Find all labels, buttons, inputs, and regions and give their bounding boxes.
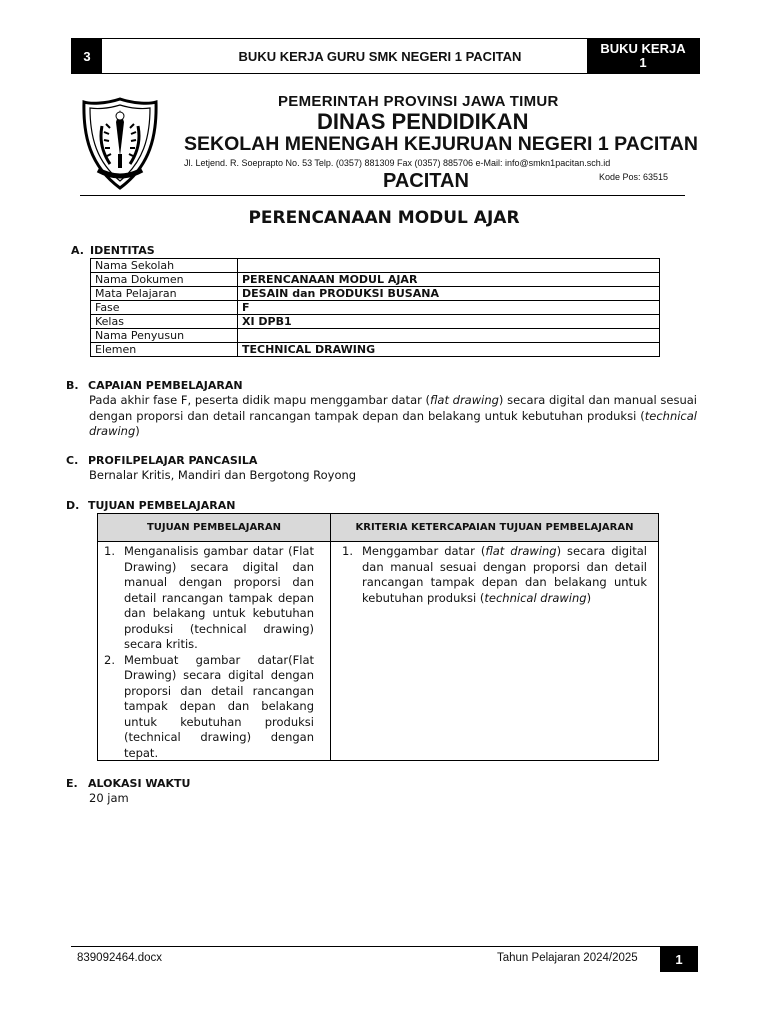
identity-value: [238, 259, 660, 273]
outcome-text-part: ) secara digital dan manual sesuai dengan proporsi dan detail rancangan tampak depan dan belakang untuk kebutuhan produksi (: [89, 393, 697, 423]
footer-page-number: 1: [660, 947, 698, 972]
header-page-number: 3: [72, 39, 102, 73]
letterhead-city: PACITAN: [383, 170, 469, 192]
table-row: [91, 273, 660, 287]
book-label-line1: BUKU KERJA: [600, 41, 686, 56]
footer-filename: 839092464.docx: [77, 952, 163, 964]
section-e-letter: E.: [66, 777, 78, 790]
list-item: [104, 544, 314, 653]
identity-value: DESAIN dan PRODUKSI BUSANA: [238, 287, 660, 301]
list-item: [342, 544, 647, 606]
identity-table: [90, 258, 660, 357]
identity-value: XI DPB1: [238, 315, 660, 329]
objectives-list: [104, 544, 314, 761]
section-b-letter: B.: [66, 379, 79, 392]
outcome-text-italic: flat drawing: [430, 393, 499, 407]
letterhead-agency: DINAS PENDIDIKAN: [317, 109, 529, 134]
header-book-label: [587, 39, 699, 73]
identity-key: Fase: [91, 301, 238, 315]
footer-divider: [71, 946, 698, 947]
item-text: Menganalisis gambar datar (Flat Drawing) secara digital dan manual dengan proporsi dan detail rancangan tampak depan dan belakang untuk kebutuhan produksi (technical drawing) secara kritis.: [124, 544, 314, 651]
identity-key: Nama Dokumen: [91, 273, 238, 287]
section-c-title: PROFILPELAJAR PANCASILA: [88, 454, 258, 467]
outcome-text-part: ): [135, 424, 140, 438]
table-row: [91, 343, 660, 357]
item-text: Membuat gambar datar(Flat Drawing) secara digital dengan proporsi dan detail rancangan tampak depan dan belakang untuk kebutuhan produksi (technical drawing) dengan tepat.: [124, 652, 314, 760]
outcome-text-part: Pada akhir fase F, peserta didik mapu menggambar datar (: [89, 393, 430, 407]
section-b-title: CAPAIAN PEMBELAJARAN: [88, 379, 243, 392]
page-header: [71, 38, 700, 74]
section-e-title: ALOKASI WAKTU: [88, 777, 191, 790]
criteria-list: [342, 544, 647, 606]
identity-key: Nama Penyusun: [91, 329, 238, 343]
outcome-text-italic: technical drawing: [89, 408, 697, 438]
identity-key: Mata Pelajaran: [91, 287, 238, 301]
item-text-italic: flat drawing: [485, 544, 557, 558]
identity-value: F: [238, 301, 660, 315]
objectives-table: [97, 513, 659, 761]
item-text: ): [586, 590, 592, 605]
letterhead-postal-code: Kode Pos: 63515: [599, 172, 669, 182]
identity-value: [238, 329, 660, 343]
table-row: [91, 259, 660, 273]
table-row: [91, 329, 660, 343]
item-number: 1.: [342, 544, 353, 558]
province-emblem-icon: [80, 96, 160, 192]
item-text-italic: technical drawing: [484, 590, 587, 605]
table-row: [91, 287, 660, 301]
table-row: [91, 301, 660, 315]
pancasila-profile-text: Bernalar Kritis, Mandiri dan Bergotong Royong: [89, 468, 357, 482]
identity-key: Elemen: [91, 343, 238, 357]
section-a-title: IDENTITAS: [90, 244, 155, 257]
list-item: [104, 653, 314, 762]
section-c-letter: C.: [66, 454, 79, 467]
identity-value: TECHNICAL DRAWING: [238, 343, 660, 357]
time-allocation-text: 20 jam: [89, 791, 129, 805]
letterhead-school: SEKOLAH MENENGAH KEJURUAN NEGERI 1 PACITAN: [184, 133, 698, 155]
book-label-line2: 1: [639, 55, 647, 70]
section-d-letter: D.: [66, 499, 80, 512]
footer-academic-year: Tahun Pelajaran 2024/2025: [497, 952, 638, 964]
document-title: PERENCANAAN MODUL AJAR: [248, 208, 520, 228]
section-d-title: TUJUAN PEMBELAJARAN: [88, 499, 236, 512]
identity-key: Nama Sekolah: [91, 259, 238, 273]
section-a-letter: A.: [71, 244, 84, 257]
item-text: ) secara digital dan manual sesuai dengan proporsi dan detail rancangan tampak depan dan belakang untuk kebutuhan produksi (: [362, 544, 648, 605]
column-divider: [330, 541, 331, 760]
learning-outcome-text: [89, 393, 697, 440]
identity-key: Kelas: [91, 315, 238, 329]
objectives-column-header: TUJUAN PEMBELAJARAN: [98, 514, 331, 542]
item-text: Menggambar datar (: [362, 544, 486, 558]
letterhead-address: Jl. Letjend. R. Soeprapto No. 53 Telp. (0357) 881309 Fax (0357) 885706 e-Mail: info@smkn1pacitan.sch.id: [184, 158, 611, 168]
letterhead-government: PEMERINTAH PROVINSI JAWA TIMUR: [278, 93, 559, 110]
table-row: [91, 315, 660, 329]
item-number: 2.: [104, 652, 115, 667]
letterhead-divider: [80, 195, 685, 196]
identity-value: PERENCANAAN MODUL AJAR: [238, 273, 660, 287]
item-number: 1.: [104, 544, 115, 558]
header-title: BUKU KERJA GURU SMK NEGERI 1 PACITAN: [238, 48, 522, 64]
criteria-column-header: KRITERIA KETERCAPAIAN TUJUAN PEMBELAJARAN: [331, 514, 658, 542]
